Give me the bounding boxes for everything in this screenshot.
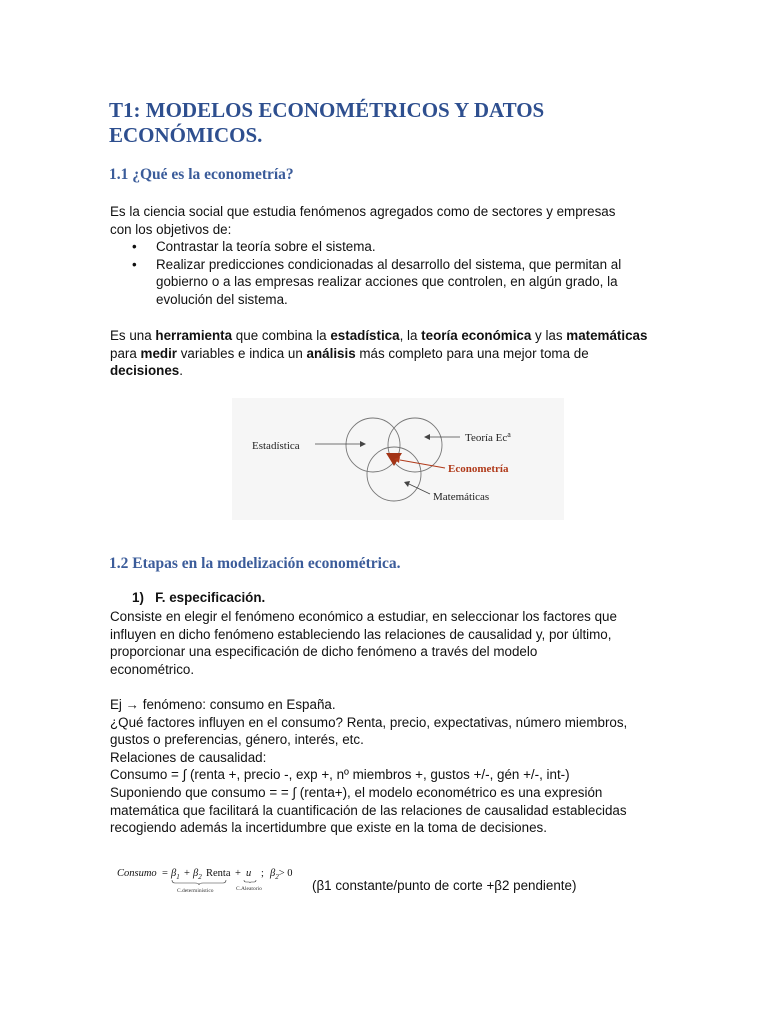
text: fenómeno: consumo en España. [139,697,336,712]
causality-heading: Relaciones de causalidad: [110,749,267,765]
intro-paragraph [110,203,670,238]
formula-beta1 [170,868,180,881]
bold-term: teoría económica [421,328,532,343]
beta-symbol: β [171,868,177,879]
beta-symbol: β [193,868,199,879]
arrow-right-icon: → [125,697,140,712]
text: Es una [110,328,156,343]
desc-line: Consiste en elegir el fenómeno económico a estudiar, en seleccionar los factores que [110,609,617,624]
label-deterministic: C.determinístico [177,888,214,894]
formula-condition [269,868,293,881]
title-line-1: T1: MODELOS ECONOMÉTRICOS Y DATOS [109,98,545,122]
question-line: ¿Qué factores influyen en el consumo? Renta, precio, expectativas, número miembros, [110,714,628,730]
beta-symbol: β [270,868,276,879]
assumption-line: matemática que facilitará la cuantificación de las relaciones de causalidad establecidas [110,802,627,818]
label-teoria-text: Teoría Ec [465,432,508,444]
beta-subscript: 1 [176,873,180,881]
example-line [110,696,670,714]
formula-beta2 [192,868,202,881]
objectives-list [110,238,670,308]
formula-plus: + [235,868,241,879]
question-line: gustos o preferencias, género, interés, etc. [110,732,364,748]
list-item [110,238,670,256]
text: para [110,345,141,361]
bold-term: herramienta [155,328,233,343]
bold-term: matemáticas [566,328,648,343]
list-item-text: evolución del sistema. [156,291,288,307]
model-formula [115,862,305,896]
text: Ej [110,697,126,712]
venn-diagram [232,398,564,520]
example-block [110,696,670,837]
text: y las [531,328,567,343]
intro-line: Es la ciencia social que estudia fenómenos agregados como de sectores y empresas [110,204,616,219]
text: que combina la [232,328,331,343]
assumption-line: Suponiendo que consumo = = ∫ (renta+), el modelo econométrico es una expresión [110,784,603,800]
formula-renta: Renta [206,868,231,879]
step-heading [132,590,265,605]
beta-subscript: 2 [275,873,279,881]
text: más completo para una mejor toma de [355,345,589,361]
text: . [179,363,183,379]
condition-text: > 0 [278,868,293,879]
underbrace-random [244,880,256,883]
tool-line-2 [110,345,670,363]
text: variables e indica un [177,345,307,361]
spec-description [110,608,670,678]
section-heading-1-1: 1.1 ¿Qué es la econometría? [109,166,294,183]
formula-u: u [246,868,252,879]
list-item-text: gobierno o a las empresas realizar acciones que controlen, en algún grado, la [156,274,618,290]
formula-note: (β1 constante/punto de corte +β2 pendiente) [312,878,577,893]
section-heading-1-2: 1.2 Etapas en la modelización econométrica. [109,555,401,572]
text: , la [399,328,422,343]
bullet-icon: • [132,256,137,272]
formula-equals: = [162,868,168,879]
formula-plus: + [184,868,190,879]
beta-subscript: 2 [198,873,202,881]
formula-consumo: Consumo [117,868,157,879]
bold-term: decisiones [110,363,180,379]
label-teoria [465,430,511,444]
label-matematicas: Matemáticas [433,491,490,503]
bold-term: medir [140,345,177,361]
intro-line: con los objetivos de: [110,221,232,237]
list-item [110,256,670,309]
label-random: C.Aleatorio [236,886,262,892]
bold-term: análisis [306,345,356,361]
desc-line: econométrico. [110,661,195,677]
desc-line: influyen en dicho fenómeno estableciendo las relaciones de causalidad y, por último, [110,626,612,642]
tool-line-1 [110,327,670,345]
title-line-2: ECONÓMICOS. [109,123,263,147]
label-econometria: Econometría [448,463,509,475]
page-title [109,98,669,148]
tool-line-3 [110,362,670,380]
step-title: F. especificación. [155,590,266,605]
bullet-icon: • [132,239,137,254]
consumption-function: Consumo = ∫ (renta +, precio -, exp +, nº miembros +, gustos +/-, gén +/-, int-) [110,767,570,783]
step-number: 1) [132,590,144,605]
bold-term: estadística [330,328,400,343]
formula-semicolon: ; [261,868,264,879]
desc-line: proporcionar una especificación de dicho fenómeno a través del modelo [110,644,538,660]
assumption-line: recogiendo además la incertidumbre que existe en la toma de decisiones. [110,820,547,836]
list-item-text: Contrastar la teoría sobre el sistema. [156,239,376,254]
tool-paragraph [110,327,670,380]
label-teoria-sup: a [507,430,511,439]
list-item-text: Realizar predicciones condicionadas al desarrollo del sistema, que permitan al [156,256,622,272]
label-estadistica: Estadística [252,440,300,452]
